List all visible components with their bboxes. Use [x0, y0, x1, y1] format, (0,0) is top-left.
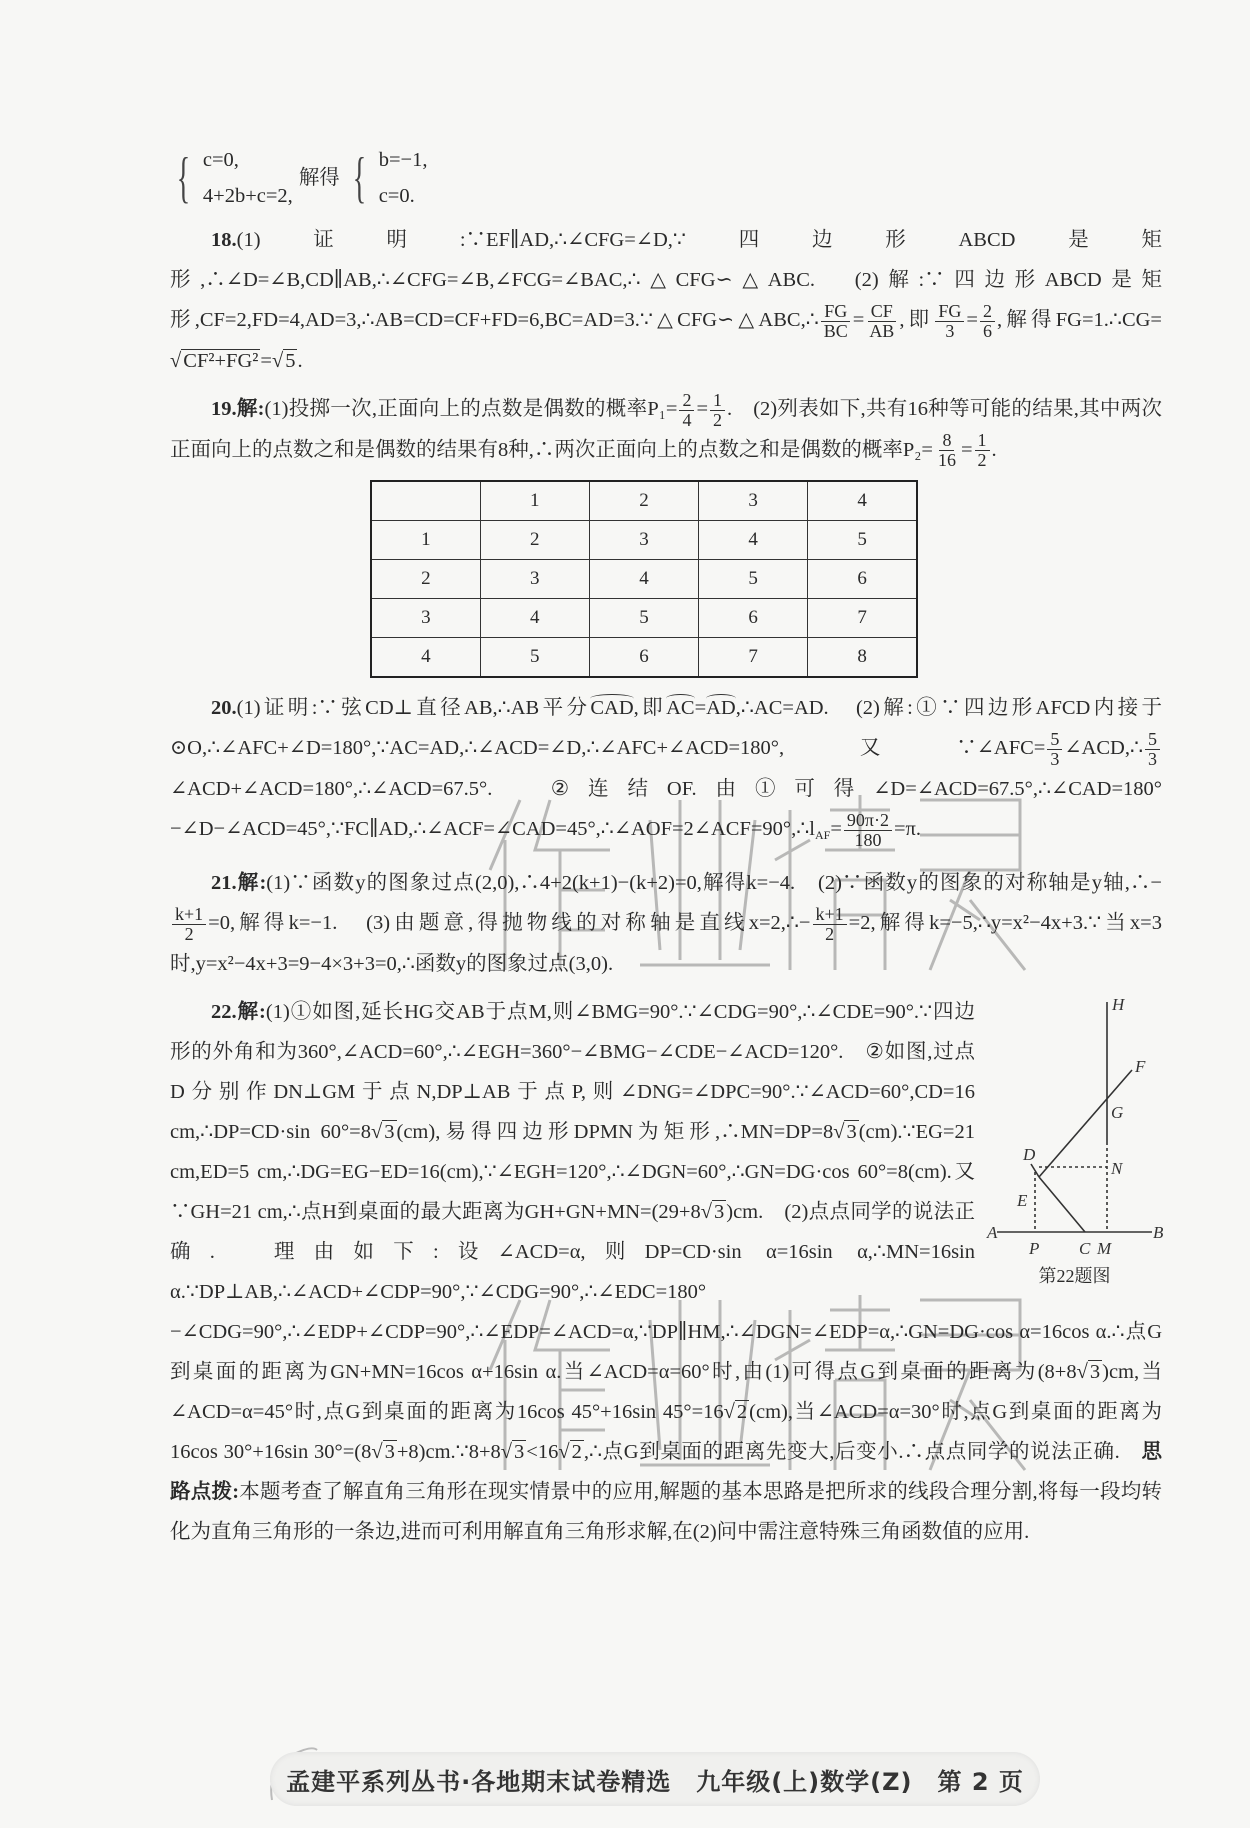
text-run: =	[830, 818, 842, 841]
square-root	[371, 1112, 397, 1152]
bold-label: 思路点拨:	[170, 1440, 1162, 1503]
table-cell: 5	[699, 560, 808, 599]
numerator: CF	[868, 302, 896, 322]
fraction	[975, 431, 990, 470]
label-F: F	[1135, 1056, 1146, 1076]
bold-label: 19.解:	[211, 397, 265, 420]
radicand: 3	[384, 1440, 395, 1463]
table-row	[371, 481, 917, 521]
fraction	[1047, 730, 1062, 769]
table-cell: 7	[808, 599, 917, 638]
answer-18	[170, 220, 1162, 381]
denominator: 4	[682, 409, 692, 430]
radical-icon: √	[170, 349, 182, 372]
label-H: H	[1112, 994, 1125, 1014]
text-run: =0,解得k=−1. (3)由题意,得抛物线的对称轴是直线x=2,∴−	[208, 912, 811, 935]
denominator: 2	[713, 409, 723, 430]
square-root	[1077, 1352, 1103, 1392]
figure-caption: 第22题图	[1038, 1265, 1111, 1286]
figure-22	[987, 992, 1162, 1292]
text-run: (cm).∵EG=21 cm,ED=5 cm,∴DG=EG−ED=16(cm),∵∠EGH=120°,∴∠DGN=60°,∴GN=DG·cos 60°=8(cm).又∵GH=21 cm,∴点H到桌面的最大距离为GH+GN+MN=(29+8	[170, 1120, 975, 1223]
text-run: =	[694, 697, 707, 720]
radical-icon: √	[500, 1440, 513, 1463]
radicand: CF²+FG²	[183, 349, 259, 372]
radical-icon: √	[1076, 1360, 1088, 1383]
radical-icon: √	[271, 349, 284, 372]
fraction	[866, 302, 897, 341]
subscript-arc: AF	[815, 828, 831, 843]
label-G: G	[1111, 1102, 1124, 1122]
square-root	[272, 341, 298, 381]
text-run: (1)∵函数y的图象过点(2,0),∴4+2(k+1)−(k+2)=0,解得k=−4. (2)∵函数y的图象的对称轴是y轴,∴−	[266, 872, 1162, 895]
text-run: .	[297, 349, 303, 372]
answer-20	[170, 688, 1162, 855]
text-run: )cm. (2)点点同学的说法正确. 理由如下:设∠ACD=α,则DP=CD·sin α=16sin α,∴MN=16sin α.∵DP⊥AB,∴∠ACD+∠CDP=90°,∵∠CDG=90°,∴∠EDC=180°−∠CDG=90°,∴∠EDP+∠CDP=90°,∴∠EDP=∠ACD=α,∵DP∥HM,∴∠DGN=∠EDP=α,∴GN=DG·cos α=16cos α.∴点G到桌面的距离为GN+MN=16cos α+16sin α.当∠ACD=α=60°时,由(1)可得点G到桌面的距离为(8+8	[170, 1200, 1162, 1383]
bold-label: 18.	[211, 229, 237, 251]
fraction	[679, 391, 694, 430]
radical-icon: √	[700, 1200, 712, 1223]
text-run: =2,解得k=−5,∴y=x²−4x+3.∵当x=3时,y=x²−4x+3=9−4×3+3=0,∴函数y的图象过点(3,0).	[170, 912, 1162, 975]
radicand: 5	[285, 349, 296, 372]
text-run: ∠ACD+∠ACD=180°,∴∠ACD=67.5°. ②连结OF.由①可得∠D=∠ACD=67.5°,∴∠CAD=180°−∠D−∠ACD=45°,∵FC∥AD,∴∠ACF=∠CAD=45°,∴∠AOF=2∠ACF=90°,∴l	[170, 778, 1162, 841]
table-cell: 3	[699, 481, 808, 521]
fraction	[821, 302, 851, 341]
radicand: 2	[736, 1400, 748, 1423]
square-root	[558, 1432, 584, 1472]
solve-label: 解得	[298, 167, 340, 189]
denominator: 3	[1050, 749, 1060, 770]
text-run: =π.	[894, 818, 922, 841]
equation-system	[170, 140, 1162, 216]
radical-icon: √	[723, 1400, 735, 1423]
arc-notation: AD	[706, 688, 736, 728]
fraction	[710, 391, 725, 430]
radicand: 3	[1089, 1360, 1101, 1383]
table-row	[371, 599, 917, 638]
radical-icon: √	[558, 1440, 570, 1463]
text-run: ,∴点G到桌面的距离先变大,后变小.∴点点同学的说法正确.	[583, 1440, 1142, 1463]
table-cell: 6	[699, 599, 808, 638]
fraction	[844, 811, 892, 850]
radicand: 3	[384, 1120, 395, 1143]
numerator: FG	[821, 302, 850, 322]
label-D: D	[1023, 1144, 1036, 1164]
table-cell: 2	[371, 560, 480, 599]
fraction	[813, 905, 847, 944]
square-root	[701, 1192, 727, 1232]
text-run: =	[966, 309, 978, 331]
radical-icon: √	[370, 1120, 383, 1143]
denominator: 2	[184, 923, 194, 944]
table-row	[371, 638, 917, 678]
table-cell: 1	[480, 481, 589, 521]
table-cell: 4	[480, 599, 589, 638]
table-cell: 4	[699, 521, 808, 560]
bold-label: 21.解:	[211, 872, 267, 895]
answer-19	[170, 389, 1162, 471]
text-run: ,∴AC=AD. (2)解:①∵四边形AFCD内接于⊙O,∴∠AFC+∠D=180°,∵AC=AD,∴∠ACD=∠D,∴∠AFC+∠ACD=180°,又∵∠AFC=	[170, 697, 1162, 760]
text-run: (1)①如图,延长HG交AB于点M,则∠BMG=90°.∵∠CDG=90°,∴∠CDE=90°.∵四边形的外角和为360°,∠ACD=60°,∴∠EGH=360°−∠BMG−∠CDE−∠ACD=120°. ②如图,过点D分别作DN⊥GM于点N,DP⊥AB于点P,则∠DNG=∠DPC=90°.∵∠ACD=60°,CD=16 cm,∴DP=CD·sin 60°=8	[170, 1000, 975, 1143]
table-row	[371, 560, 917, 599]
denominator: 3	[945, 320, 955, 341]
sum-table	[370, 480, 918, 678]
label-E: E	[1017, 1190, 1028, 1210]
denominator: 2	[825, 923, 835, 944]
bold-label: 20.	[211, 697, 237, 720]
geometry-diagram	[987, 992, 1162, 1264]
numerator: 2	[679, 391, 694, 411]
table-cell: 1	[371, 521, 480, 560]
table-cell: 7	[699, 638, 808, 678]
system-right-line-1: b=−1,	[378, 149, 428, 171]
denominator: 3	[1148, 749, 1157, 770]
numerator: FG	[935, 302, 964, 322]
label-A: A	[987, 1222, 998, 1242]
square-root	[170, 341, 260, 381]
page-footer: 孟建平系列丛书·各地期末试卷精选 九年级(上)数学(Z) 第 2 页	[270, 1752, 1040, 1806]
radicand: 2	[571, 1440, 582, 1463]
numerator: 1	[710, 391, 725, 411]
bold-label: 22.解:	[211, 1000, 266, 1023]
table-cell: 5	[808, 521, 917, 560]
denominator: 2	[977, 450, 987, 471]
table-cell: 2	[480, 521, 589, 560]
system-right-line-2: c=0.	[378, 185, 415, 207]
text-run: (cm),当∠ACD=α=30°时,点G到桌面的距离为16cos 30°+16sin 30°=(8	[170, 1400, 1163, 1463]
label-B: B	[1153, 1222, 1164, 1242]
text-run: (1)证明:∵弦CD⊥直径AB,∴AB平分	[236, 697, 591, 720]
label-P: P	[1029, 1238, 1040, 1258]
table-cell: 5	[589, 599, 698, 638]
radical-icon: √	[371, 1440, 383, 1463]
denominator: 6	[982, 320, 992, 341]
table-cell	[371, 481, 480, 521]
text-run: .	[991, 438, 997, 461]
radicand: 3	[514, 1440, 525, 1463]
table-cell: 6	[808, 560, 917, 599]
label-M: M	[1097, 1238, 1112, 1258]
left-brace: {	[352, 147, 366, 209]
arc-notation: CAD	[590, 688, 633, 728]
fraction	[935, 431, 959, 470]
fraction	[172, 905, 206, 944]
denominator: AB	[869, 320, 895, 341]
text-run: =	[260, 349, 272, 372]
numerator: 1	[975, 431, 990, 451]
radical-icon: √	[833, 1120, 845, 1143]
square-root	[724, 1392, 750, 1432]
denominator: 16	[937, 450, 956, 471]
numerator: 2	[980, 302, 995, 322]
text-run: <16	[526, 1440, 559, 1463]
radicand: 3	[846, 1120, 857, 1143]
table-cell: 3	[589, 521, 698, 560]
system-left-line-2: 4+2b+c=2,	[202, 185, 293, 207]
label-N: N	[1111, 1158, 1123, 1178]
table-cell: 4	[808, 481, 917, 521]
text-run: ,即	[633, 697, 667, 720]
text-run: ,解得FG=1.∴CG=	[996, 309, 1162, 331]
table-cell: 5	[480, 638, 589, 678]
text-run: . (2)列表如下,共有16种等可能的结果,其中两次正面向上的点数之和是偶数的结果有8种,∴两次正面向上的点数之和是偶数的概率P₂=	[170, 397, 1162, 461]
numerator: 5	[1145, 730, 1160, 750]
table-cell: 3	[480, 560, 589, 599]
text-run: (cm),易得四边形DPMN为矩形,∴MN=DP=8	[396, 1120, 834, 1143]
system-left-line-1: c=0,	[202, 149, 239, 171]
square-root	[501, 1432, 527, 1472]
answer-content	[170, 140, 1162, 1560]
table-cell: 6	[589, 638, 698, 678]
table-cell: 2	[589, 481, 698, 521]
square-root	[371, 1432, 397, 1472]
answer-21	[170, 863, 1162, 984]
numerator: 5	[1047, 730, 1062, 750]
numerator: k+1	[172, 905, 206, 925]
table-row	[371, 521, 917, 560]
text-run: =	[852, 309, 865, 331]
denominator: 180	[854, 829, 882, 850]
radicand: 3	[714, 1200, 725, 1223]
text-run: ,即	[899, 309, 934, 331]
denominator: BC	[823, 320, 848, 341]
text-run: =	[960, 438, 973, 461]
text-run: (1)投掷一次,正面向上的点数是偶数的概率P₁=	[264, 397, 678, 420]
fraction	[980, 302, 995, 341]
fraction	[935, 302, 964, 341]
label-C: C	[1079, 1238, 1091, 1258]
numerator: 90π·2	[844, 811, 892, 831]
text-run: =	[696, 397, 709, 420]
left-brace: {	[176, 147, 191, 209]
arc-notation: AC	[666, 688, 694, 728]
text-run: +8)cm.∵8+8	[396, 1440, 501, 1463]
table-cell: 4	[589, 560, 698, 599]
numerator: k+1	[813, 905, 847, 925]
text-run: ∠ACD,∴	[1064, 737, 1143, 760]
square-root	[833, 1112, 859, 1152]
text-run: )cm,当∠ACD=α=45°时,点G到桌面的距离为16cos 45°+16sin 45°=16	[170, 1360, 1163, 1423]
text-run: (1)证明:∵EF∥AD,∴∠CFG=∠D,∵四边形ABCD是矩形,∴∠D=∠B,CD∥AB,∴∠CFG=∠B,∠FCG=∠BAC,∴△CFG∽△ABC. (2)解:∵四边形ABCD是矩形,CF=2,FD=4,AD=3,∴AB=CD=CF+FD=6,BC=AD=3.∵△CFG∽△ABC,∴	[170, 229, 1162, 331]
text-run: 本题考查了解直角三角形在现实情景中的应用,解题的基本思路是把所求的线段合理分割,将每一段均转化为直角三角形的一条边,进而可利用解直角三角形求解,在(2)问中需注意特殊三角函数值的应用.	[170, 1480, 1163, 1543]
numerator: 8	[939, 431, 954, 451]
table-cell: 8	[808, 638, 917, 678]
table-cell: 3	[371, 599, 480, 638]
fraction	[1145, 730, 1160, 769]
table-cell: 4	[371, 638, 480, 678]
